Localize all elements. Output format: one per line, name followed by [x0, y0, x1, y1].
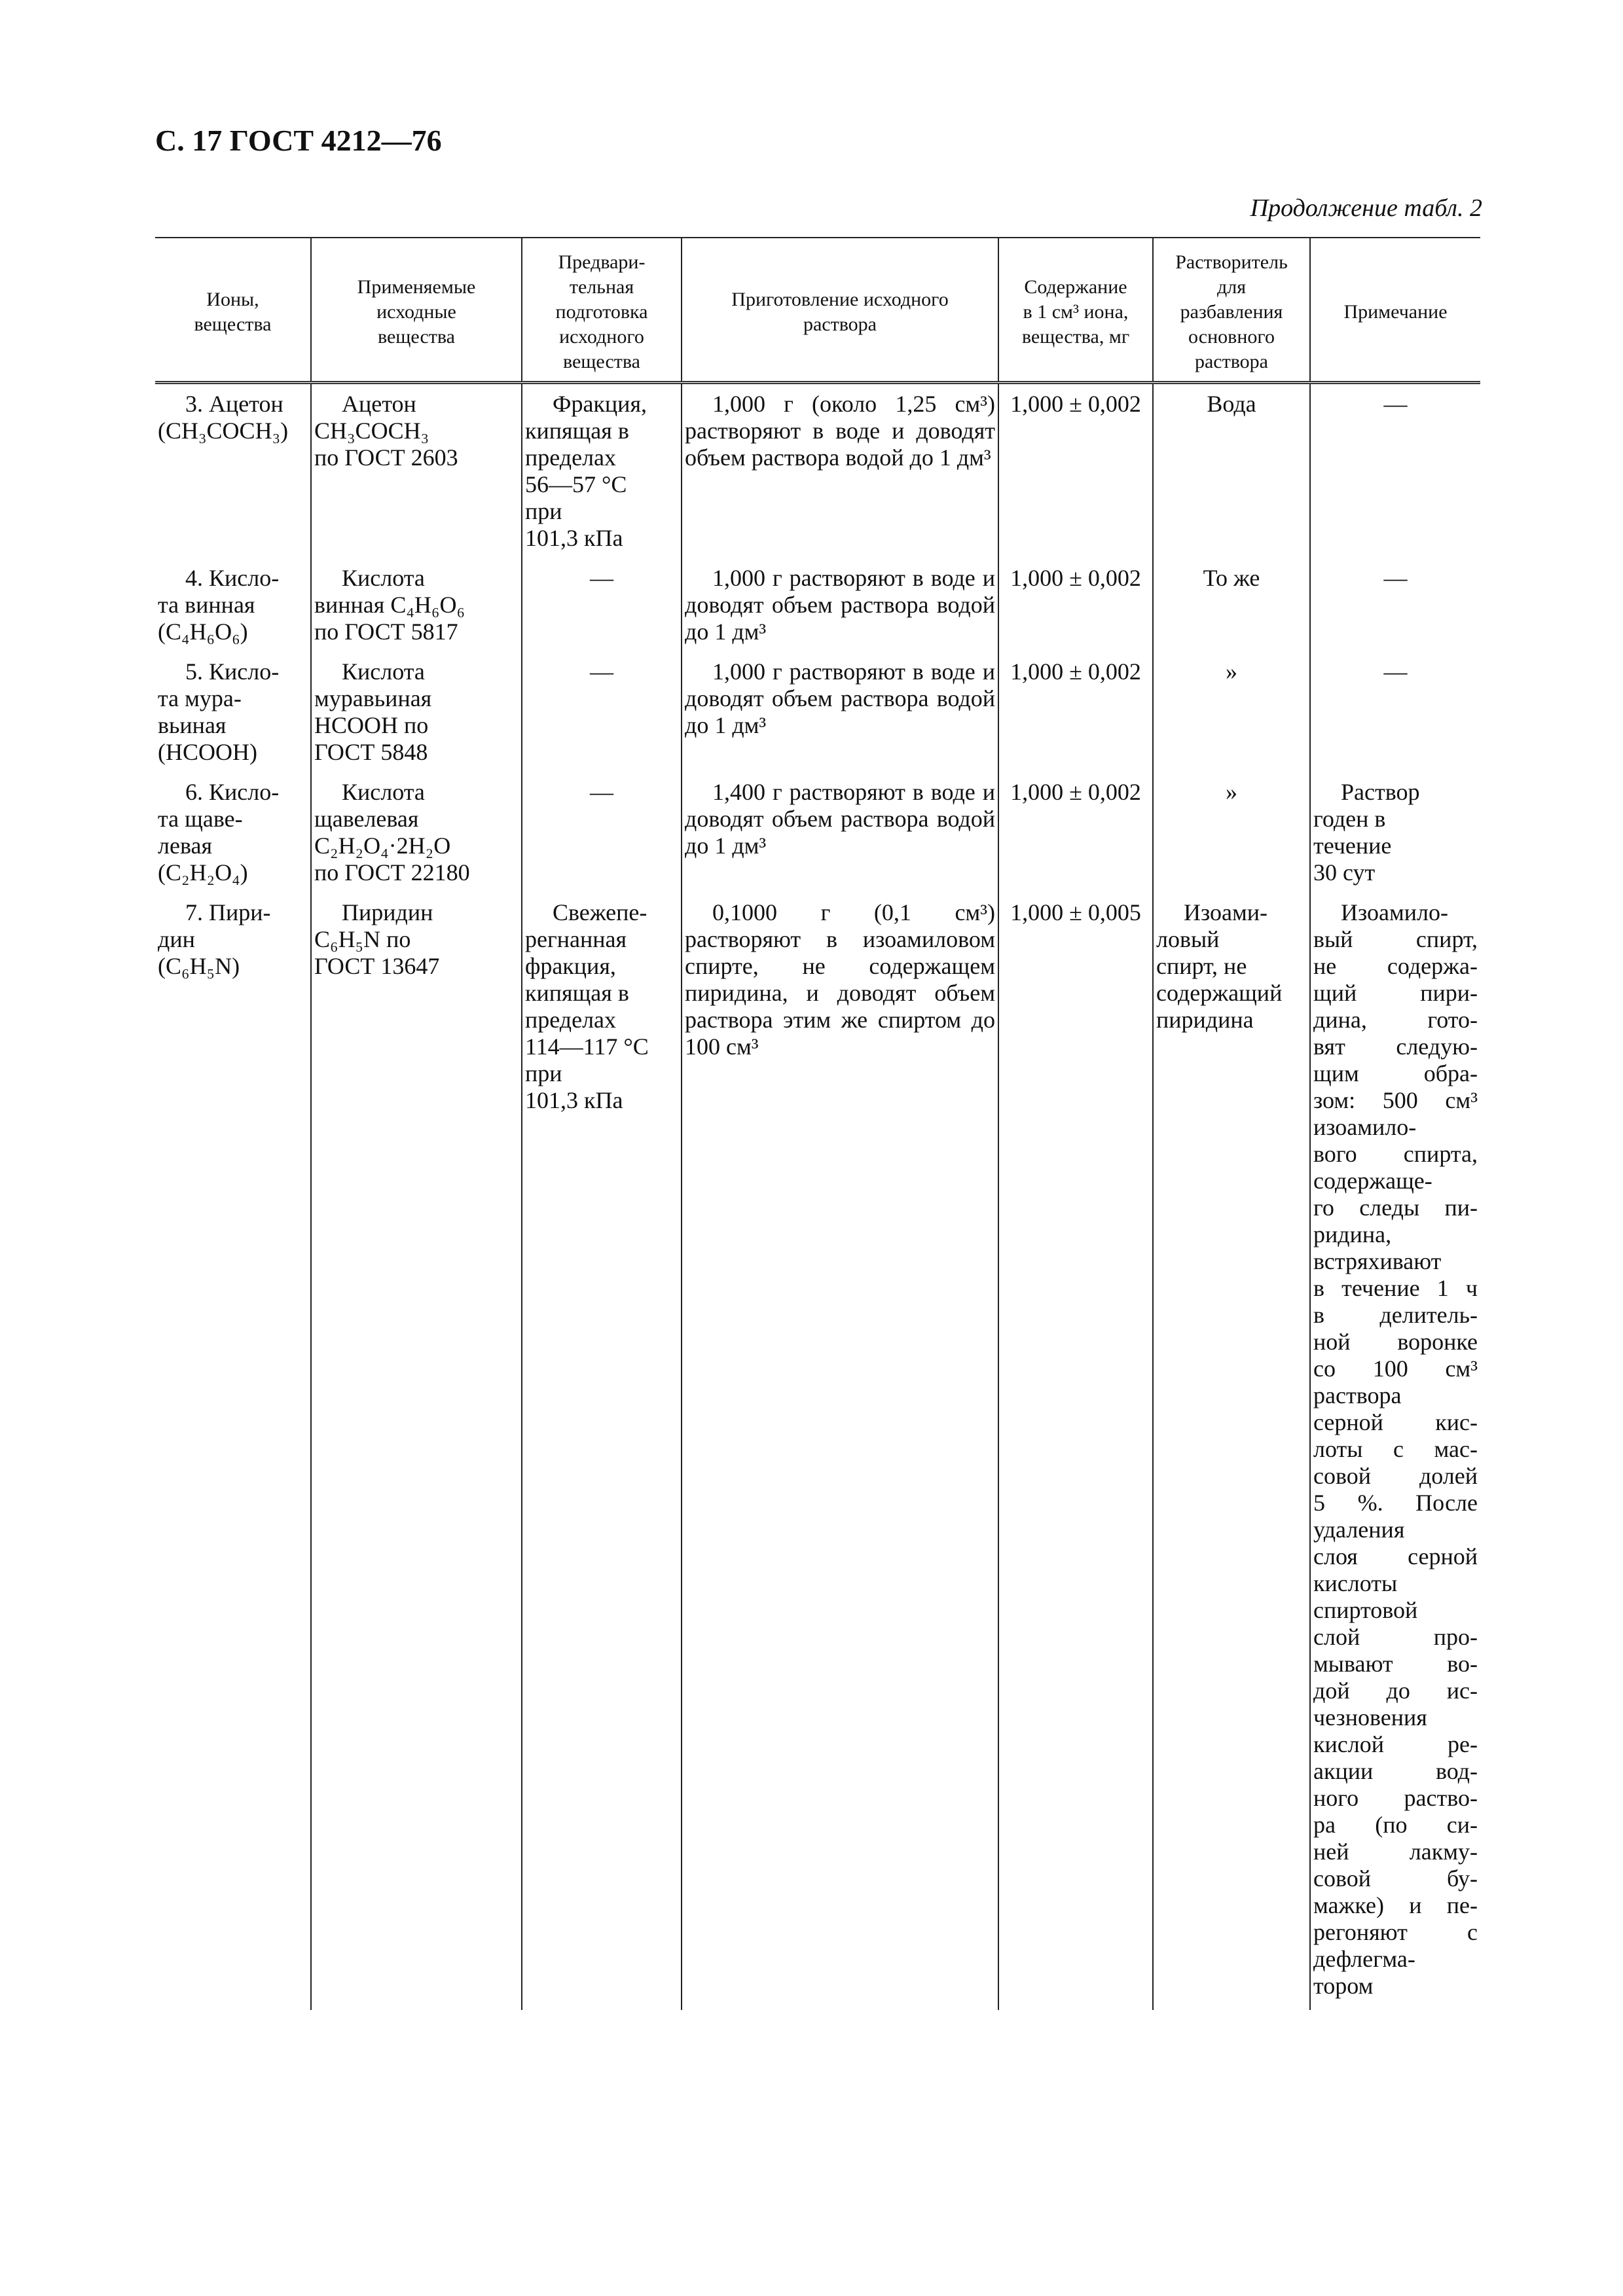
col-header-pretreatment [522, 238, 682, 383]
cell-line: кипящая в [525, 418, 629, 444]
cell-ion [155, 776, 311, 897]
cell-content: 1,000 ± 0,002 [998, 776, 1153, 897]
cell-line: в делитель- [1313, 1302, 1478, 1328]
cell-line: при [525, 498, 562, 524]
cell-line: по ГОСТ 5817 [314, 619, 458, 645]
cell-line: раствора [803, 314, 877, 335]
cell-line: 4. Кисло- [185, 565, 280, 591]
page-header: С. 17 ГОСТ 4212—76 [155, 124, 442, 157]
cell-line: вьиная [158, 712, 227, 738]
cell-line: щавелевая [314, 806, 419, 832]
cell-preparation: 1,000 г (около 1,25 см³) растворяют в воде и доводят объем раствора водой до 1 дм³ [682, 383, 998, 563]
cell-line: не содержа- [1313, 953, 1478, 979]
cell-line: щим обра- [1313, 1060, 1478, 1086]
cell-line: Изоамило- [1341, 899, 1448, 925]
cell-line: C₂H₂O₄·2H₂O [314, 833, 451, 859]
cell-line: регоняют с [1313, 1919, 1478, 1945]
col-header-ions [155, 238, 311, 383]
reagents-table [155, 237, 1480, 2010]
cell-line: та винная [158, 592, 255, 618]
cell-line: разбавления [1180, 301, 1283, 323]
cell-line: Фракция, [553, 391, 647, 417]
cell-line: серной кис- [1313, 1409, 1478, 1435]
table-row [155, 897, 1480, 2010]
cell-line: мажке) и пе- [1313, 1892, 1478, 1918]
cell-line: кислоты [1313, 1570, 1398, 1596]
cell-line: дина, гото- [1313, 1007, 1478, 1033]
cell-line: 30 сут [1313, 859, 1376, 886]
cell-pretreatment [522, 562, 682, 656]
cell-solvent: » [1153, 656, 1310, 776]
cell-line: ГОСТ 5848 [314, 739, 428, 765]
cell-line: зом: 500 см³ [1313, 1087, 1478, 1113]
cell-line: пределах [525, 444, 617, 471]
cell-line: C₆H₅N по [314, 926, 411, 952]
cell-pretreatment [522, 897, 682, 2010]
cell-line: Свежепе- [553, 899, 647, 925]
cell-line: го следы пи- [1313, 1194, 1478, 1221]
table-row [155, 656, 1480, 776]
cell-line: акции вод- [1313, 1758, 1478, 1784]
cell-line: основного [1188, 326, 1275, 348]
cell-note: — [1310, 562, 1480, 656]
cell-line: Содержание [1024, 276, 1127, 298]
cell-line: встряхивают [1313, 1248, 1442, 1274]
cell-line: 114—117 °С [525, 1033, 649, 1060]
cell-line: Примечание [1343, 301, 1448, 323]
cell-line: спиртовой [1313, 1597, 1418, 1623]
cell-line: содержащий [1156, 980, 1283, 1006]
cell-line: мывают во- [1313, 1651, 1478, 1677]
cell-pretreatment [522, 383, 682, 563]
cell-line: Пиридин [342, 899, 433, 925]
cell-line: та мура- [158, 685, 242, 711]
cell-line: течение [1313, 833, 1392, 859]
cell-line: удаления [1313, 1516, 1405, 1543]
cell-line: Применяемые [357, 276, 476, 298]
cell-line: тором [1313, 1973, 1374, 1999]
cell-line: 7. Пири- [185, 899, 271, 925]
col-header-note [1310, 238, 1480, 383]
cell-line: (C₂H₂O₄) [158, 859, 248, 886]
cell-line: раствора [1313, 1382, 1402, 1408]
table-row [155, 562, 1480, 656]
cell-line: Изоами- [1184, 899, 1268, 925]
cell-substance [311, 776, 522, 897]
cell-line: кислой ре- [1313, 1731, 1478, 1757]
cell-line: муравьиная [314, 685, 432, 711]
cell-line: вый спирт, [1313, 926, 1478, 952]
cell-line: — [590, 779, 613, 805]
cell-content: 1,000 ± 0,002 [998, 656, 1153, 776]
table-row [155, 776, 1480, 897]
cell-line: Кислота [342, 565, 425, 591]
cell-line: со 100 см³ [1313, 1355, 1478, 1382]
cell-content: 1,000 ± 0,002 [998, 383, 1153, 563]
cell-line: левая [158, 833, 213, 859]
cell-line: тельная [569, 276, 634, 298]
cell-line: слой про- [1313, 1624, 1478, 1650]
cell-substance [311, 656, 522, 776]
cell-line: совой бу- [1313, 1865, 1478, 1892]
cell-pretreatment [522, 656, 682, 776]
cell-pretreatment [522, 776, 682, 897]
cell-line: совой долей [1313, 1463, 1478, 1489]
cell-line: CH₃COCH₃ [314, 418, 429, 444]
cell-line: ного раство- [1313, 1785, 1478, 1811]
table-header-row [155, 238, 1480, 383]
cell-line: в течение 1 ч [1313, 1275, 1478, 1301]
cell-line: годен в [1313, 806, 1386, 832]
cell-line: ней лакму- [1313, 1839, 1478, 1865]
col-header-solvent [1153, 238, 1310, 383]
cell-line: слоя серной [1313, 1543, 1478, 1570]
cell-note [1310, 897, 1480, 2010]
table-continuation-label: Продолжение табл. 2 [1250, 194, 1482, 222]
cell-line: та щаве- [158, 806, 243, 832]
cell-line: Кислота [342, 779, 425, 805]
cell-line: пределах [525, 1007, 617, 1033]
cell-line: чезновения [1313, 1704, 1427, 1731]
cell-line: Ацетон [342, 391, 416, 417]
cell-line: исходные [376, 301, 456, 323]
cell-ion [155, 562, 311, 656]
cell-line: (НСООН) [158, 739, 257, 765]
cell-ion [155, 383, 311, 563]
cell-substance [311, 562, 522, 656]
cell-line: при [525, 1060, 562, 1086]
cell-note: — [1310, 383, 1480, 563]
cell-line: Приготовление исходного [731, 289, 949, 310]
cell-solvent: » [1153, 776, 1310, 897]
cell-line: по ГОСТ 2603 [314, 444, 458, 471]
cell-line: для [1216, 276, 1247, 298]
cell-line: раствора [1194, 351, 1269, 372]
cell-preparation: 1,000 г растворяют в воде и доводят объем раствора водой до 1 дм³ [682, 562, 998, 656]
cell-line: 6. Кисло- [185, 779, 280, 805]
cell-line: НСООН по [314, 712, 429, 738]
cell-solvent: То же [1153, 562, 1310, 656]
cell-line: Растворитель [1175, 251, 1288, 273]
cell-line: пиридина [1156, 1007, 1254, 1033]
cell-line: дин [158, 926, 195, 952]
cell-line: — [590, 658, 613, 685]
cell-line: Ионы, [206, 289, 259, 310]
table-row [155, 383, 1480, 563]
cell-line: ловый [1156, 926, 1220, 952]
cell-line: вещества, мг [1021, 326, 1130, 348]
cell-line: Раствор [1341, 779, 1420, 805]
cell-solvent: Вода [1153, 383, 1310, 563]
cell-line: ра (по си- [1313, 1812, 1478, 1838]
cell-line: ГОСТ 13647 [314, 953, 440, 979]
cell-line: спирт, не [1156, 953, 1247, 979]
cell-line: 3. Ацетон [185, 391, 283, 417]
cell-line: вещества [378, 326, 455, 348]
cell-preparation: 1,400 г растворяют в воде и доводят объем раствора водой до 1 дм³ [682, 776, 998, 897]
cell-line: в 1 см³ иона, [1023, 301, 1129, 323]
cell-line: вят следую- [1313, 1033, 1478, 1060]
cell-line: (CH₃COCH₃) [158, 418, 289, 444]
cell-line: (C₄H₆O₆) [158, 619, 248, 645]
cell-substance [311, 897, 522, 2010]
col-header-preparation [682, 238, 998, 383]
cell-ion [155, 656, 311, 776]
cell-line: ридина, [1313, 1221, 1392, 1247]
cell-line: — [590, 565, 613, 591]
cell-line: винная C₄H₆O₆ [314, 592, 465, 618]
cell-line: исходного [559, 326, 644, 348]
cell-line: дефлегма- [1313, 1946, 1415, 1972]
cell-preparation: 1,000 г растворяют в воде и доводят объем раствора водой до 1 дм³ [682, 656, 998, 776]
cell-note [1310, 776, 1480, 897]
cell-line: изоамило- [1313, 1114, 1417, 1140]
col-header-content [998, 238, 1153, 383]
cell-substance [311, 383, 522, 563]
col-header-substances [311, 238, 522, 383]
cell-line: Кислота [342, 658, 425, 685]
cell-preparation: 0,1000 г (0,1 см³) растворяют в изоамиловом спирте, не содержащем пиридина, и доводят объем раствора этим же спиртом до 100 см³ [682, 897, 998, 2010]
cell-line: вещества [194, 314, 272, 335]
cell-line: 101,3 кПа [525, 1087, 623, 1113]
cell-line: ной воронке [1313, 1329, 1478, 1355]
cell-line: подготовка [555, 301, 648, 323]
cell-line: вого спирта, [1313, 1141, 1478, 1167]
cell-line: 56—57 °С [525, 471, 627, 497]
cell-line: (C₆H₅N) [158, 953, 240, 979]
cell-line: лоты с мас- [1313, 1436, 1478, 1462]
cell-content: 1,000 ± 0,002 [998, 562, 1153, 656]
cell-line: по ГОСТ 22180 [314, 859, 470, 886]
cell-line: кипящая в [525, 980, 629, 1006]
cell-line: дой до ис- [1313, 1677, 1478, 1704]
cell-ion [155, 897, 311, 2010]
cell-line: фракция, [525, 953, 616, 979]
cell-line: регнанная [525, 926, 627, 952]
cell-line: 5. Кисло- [185, 658, 280, 685]
cell-line: вещества [563, 351, 640, 372]
cell-content: 1,000 ± 0,005 [998, 897, 1153, 2010]
cell-note: — [1310, 656, 1480, 776]
cell-line: Предвари- [558, 251, 646, 273]
cell-line: содержаще- [1313, 1168, 1432, 1194]
cell-solvent [1153, 897, 1310, 2010]
cell-line: 5 %. После [1313, 1490, 1478, 1516]
cell-line: 101,3 кПа [525, 525, 623, 551]
cell-line: щий пири- [1313, 980, 1478, 1006]
